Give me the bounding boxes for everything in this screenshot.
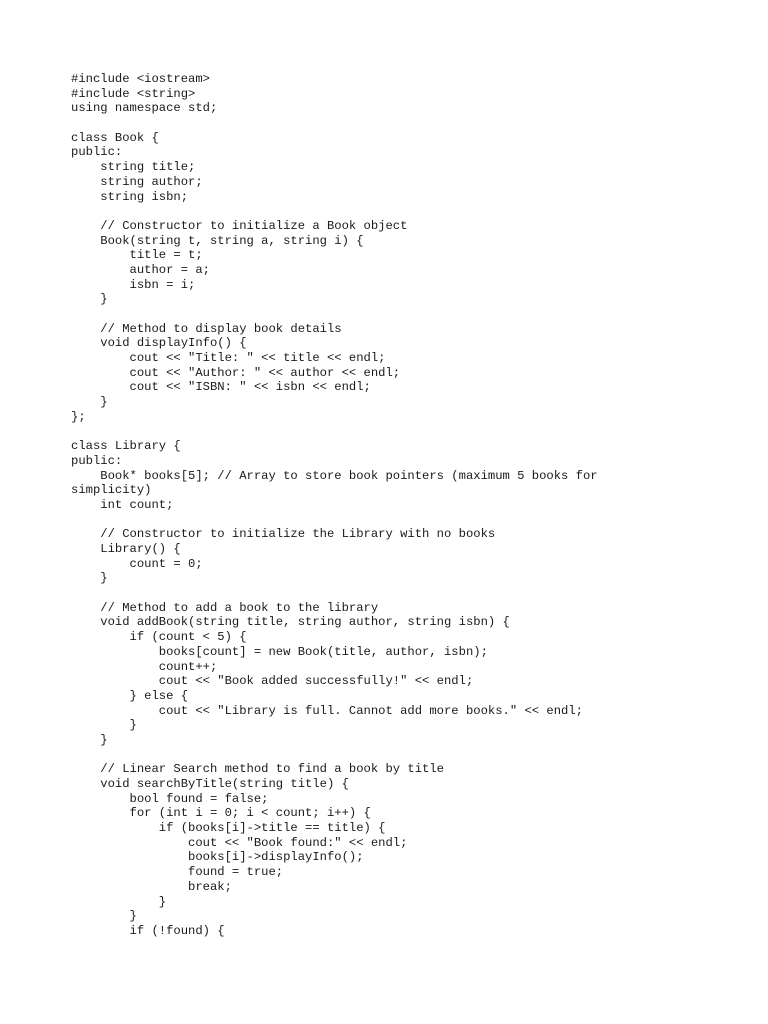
code-block: [71, 72, 671, 939]
code-line: if (count < 5) {: [71, 630, 247, 645]
code-line: Book(string t, string a, string i) {: [71, 233, 364, 248]
code-line: void addBook(string title, string author, string isbn) {: [71, 615, 510, 630]
code-line: // Method to display book details: [71, 321, 342, 336]
code-line: string title;: [71, 160, 196, 175]
code-line: string isbn;: [71, 189, 189, 204]
code-line: [71, 116, 671, 131]
code-line: string author;: [71, 174, 203, 189]
code-line: cout << "Author: " << author << endl;: [71, 365, 401, 380]
code-line: void searchByTitle(string title) {: [71, 777, 349, 791]
code-line: title = t;: [71, 248, 203, 263]
code-line: cout << "Title: " << title << endl;: [71, 351, 386, 366]
code-line: [71, 748, 671, 763]
code-line: }: [71, 395, 108, 410]
code-line: // Linear Search method to find a book by title: [71, 762, 444, 777]
code-line: Library() {: [71, 542, 181, 556]
code-line: Book* books[5]; // Array to store book pointers (maximum 5 books for: [71, 468, 598, 483]
code-line: bool found = false;: [71, 791, 269, 806]
code-line: cout << "Book found:" << endl;: [71, 835, 408, 850]
code-line: [71, 513, 671, 528]
code-line: #include <iostream>: [71, 72, 210, 86]
code-line: for (int i = 0; i < count; i++) {: [71, 806, 371, 821]
code-line: books[i]->displayInfo();: [71, 850, 364, 865]
code-line: // Constructor to initialize a Book object: [71, 218, 408, 233]
code-line: if (!found) {: [71, 923, 225, 938]
code-line: class Library {: [71, 439, 181, 454]
code-line: count++;: [71, 659, 218, 674]
code-line: cout << "Book added successfully!" << endl;: [71, 674, 474, 689]
code-line: }: [71, 571, 108, 586]
code-line: void displayInfo() {: [71, 336, 247, 351]
code-line: [71, 425, 671, 440]
code-line: isbn = i;: [71, 277, 196, 292]
code-line: }: [71, 292, 108, 307]
code-line: };: [71, 409, 86, 424]
code-line: break;: [71, 879, 232, 894]
code-line: }: [71, 718, 137, 733]
code-line: class Book {: [71, 130, 159, 145]
code-line: }: [71, 732, 108, 747]
code-line: } else {: [71, 688, 189, 703]
code-line: }: [71, 894, 167, 909]
code-line: public:: [71, 145, 123, 160]
code-line: count = 0;: [71, 556, 203, 571]
code-line: public:: [71, 453, 123, 468]
code-line: simplicity): [71, 483, 152, 498]
code-line: // Method to add a book to the library: [71, 600, 379, 615]
code-line: int count;: [71, 497, 174, 512]
code-line: }: [71, 909, 137, 924]
code-line: using namespace std;: [71, 101, 218, 116]
code-line: [71, 204, 671, 219]
code-line: author = a;: [71, 262, 210, 277]
code-line: #include <string>: [71, 86, 196, 101]
code-line: found = true;: [71, 865, 284, 880]
code-line: cout << "Library is full. Cannot add more books." << endl;: [71, 703, 583, 718]
code-line: // Constructor to initialize the Library with no books: [71, 527, 496, 542]
code-line: [71, 586, 671, 601]
code-line: if (books[i]->title == title) {: [71, 821, 386, 836]
code-line: books[count] = new Book(title, author, isbn);: [71, 644, 488, 659]
code-line: [71, 307, 671, 322]
code-line: cout << "ISBN: " << isbn << endl;: [71, 380, 371, 395]
